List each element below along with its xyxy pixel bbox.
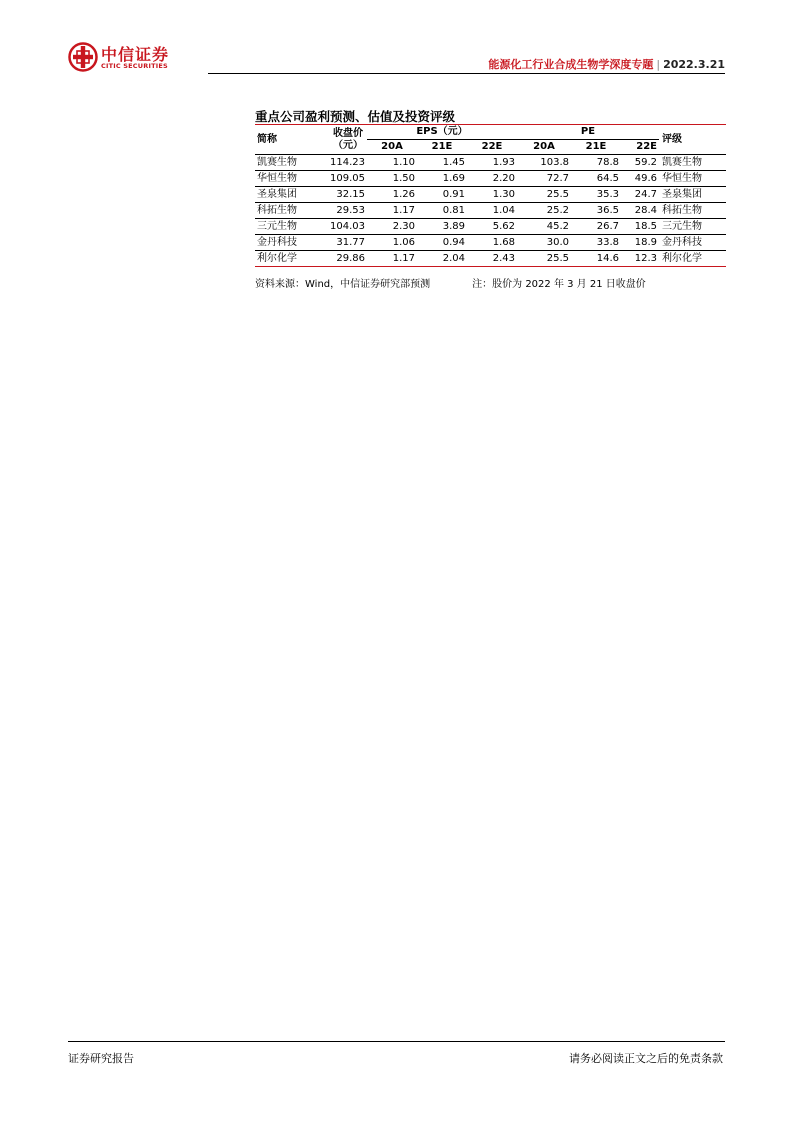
col-header-pe-20a: 20A bbox=[517, 140, 571, 155]
cell-eps-20a: 1.06 bbox=[367, 235, 417, 251]
table-row bbox=[255, 203, 726, 219]
col-header-rating: 评级 bbox=[659, 125, 726, 155]
cell-pe-20a: 30.0 bbox=[517, 235, 571, 251]
cell-eps-20a: 1.50 bbox=[367, 171, 417, 187]
cell-pe-20a: 25.2 bbox=[517, 203, 571, 219]
cell-eps-20a: 1.17 bbox=[367, 251, 417, 267]
col-header-price bbox=[315, 125, 367, 155]
cell-price: 31.77 bbox=[315, 235, 367, 251]
cell-pe-21e: 33.8 bbox=[571, 235, 621, 251]
report-date: 2022.3.21 bbox=[663, 58, 725, 71]
table-row bbox=[255, 171, 726, 187]
cell-pe-22e: 24.7 bbox=[621, 187, 659, 203]
table-row bbox=[255, 235, 726, 251]
forecast-table-container bbox=[255, 124, 726, 267]
logo-chinese-name: 中信证券 bbox=[101, 45, 170, 64]
cell-pe-21e: 78.8 bbox=[571, 155, 621, 171]
cell-eps-20a: 2.30 bbox=[367, 219, 417, 235]
col-header-pe-21e: 21E bbox=[571, 140, 621, 155]
cell-rating: 金丹科技 bbox=[659, 235, 726, 251]
cell-name: 科拓生物 bbox=[255, 203, 315, 219]
col-header-eps-22e: 22E bbox=[467, 140, 517, 155]
header-rule bbox=[208, 73, 725, 74]
cell-eps-21e: 0.91 bbox=[417, 187, 467, 203]
cell-eps-21e: 2.04 bbox=[417, 251, 467, 267]
cell-price: 109.05 bbox=[315, 171, 367, 187]
cell-eps-20a: 1.26 bbox=[367, 187, 417, 203]
cell-rating: 凯赛生物 bbox=[659, 155, 726, 171]
cell-pe-22e: 12.3 bbox=[621, 251, 659, 267]
table-title: 重点公司盈利预测、估值及投资评级 bbox=[255, 109, 456, 124]
table-row bbox=[255, 219, 726, 235]
col-header-price-line2: （元） bbox=[333, 139, 363, 151]
col-header-name: 简称 bbox=[255, 125, 315, 155]
cell-eps-20a: 1.17 bbox=[367, 203, 417, 219]
cell-eps-22e: 1.30 bbox=[467, 187, 517, 203]
cell-pe-21e: 64.5 bbox=[571, 171, 621, 187]
cell-rating: 利尔化学 bbox=[659, 251, 726, 267]
cell-rating: 华恒生物 bbox=[659, 171, 726, 187]
cell-eps-21e: 0.94 bbox=[417, 235, 467, 251]
footer-rule bbox=[68, 1041, 725, 1042]
cell-price: 104.03 bbox=[315, 219, 367, 235]
cell-pe-22e: 18.9 bbox=[621, 235, 659, 251]
cell-name: 圣泉集团 bbox=[255, 187, 315, 203]
cell-eps-21e: 3.89 bbox=[417, 219, 467, 235]
logo-english-name: CITIC SECURITIES bbox=[101, 62, 168, 70]
col-header-pe: PE bbox=[517, 125, 659, 140]
table-note: 注：股价为 2022 年 3 月 21 日收盘价 bbox=[472, 279, 646, 290]
citic-logo-icon bbox=[68, 42, 98, 72]
table-source: 资料来源：Wind，中信证券研究部预测 bbox=[255, 279, 431, 290]
cell-price: 114.23 bbox=[315, 155, 367, 171]
header-separator: | bbox=[656, 58, 661, 71]
table-row bbox=[255, 251, 726, 267]
cell-eps-21e: 0.81 bbox=[417, 203, 467, 219]
cell-eps-22e: 2.43 bbox=[467, 251, 517, 267]
cell-pe-20a: 25.5 bbox=[517, 187, 571, 203]
cell-eps-22e: 1.68 bbox=[467, 235, 517, 251]
cell-eps-21e: 1.69 bbox=[417, 171, 467, 187]
cell-eps-22e: 1.93 bbox=[467, 155, 517, 171]
table-row bbox=[255, 187, 726, 203]
cell-pe-22e: 28.4 bbox=[621, 203, 659, 219]
col-header-price-line1: 收盘价 bbox=[333, 127, 363, 139]
cell-pe-22e: 18.5 bbox=[621, 219, 659, 235]
cell-price: 29.53 bbox=[315, 203, 367, 219]
cell-rating: 科拓生物 bbox=[659, 203, 726, 219]
report-header bbox=[488, 56, 725, 72]
col-header-pe-22e: 22E bbox=[621, 140, 659, 155]
cell-price: 32.15 bbox=[315, 187, 367, 203]
cell-pe-20a: 25.5 bbox=[517, 251, 571, 267]
cell-pe-21e: 26.7 bbox=[571, 219, 621, 235]
cell-name: 凯赛生物 bbox=[255, 155, 315, 171]
cell-eps-22e: 5.62 bbox=[467, 219, 517, 235]
cell-pe-21e: 36.5 bbox=[571, 203, 621, 219]
cell-rating: 圣泉集团 bbox=[659, 187, 726, 203]
cell-name: 华恒生物 bbox=[255, 171, 315, 187]
footer-report-type: 证券研究报告 bbox=[68, 1052, 134, 1065]
table-footnote bbox=[255, 275, 646, 290]
cell-pe-21e: 14.6 bbox=[571, 251, 621, 267]
cell-eps-22e: 1.04 bbox=[467, 203, 517, 219]
cell-pe-20a: 103.8 bbox=[517, 155, 571, 171]
cell-rating: 三元生物 bbox=[659, 219, 726, 235]
cell-pe-21e: 35.3 bbox=[571, 187, 621, 203]
cell-name: 金丹科技 bbox=[255, 235, 315, 251]
col-header-eps-21e: 21E bbox=[417, 140, 467, 155]
table-row bbox=[255, 155, 726, 171]
cell-pe-22e: 49.6 bbox=[621, 171, 659, 187]
cell-eps-21e: 1.45 bbox=[417, 155, 467, 171]
cell-name: 利尔化学 bbox=[255, 251, 315, 267]
cell-eps-22e: 2.20 bbox=[467, 171, 517, 187]
cell-pe-20a: 45.2 bbox=[517, 219, 571, 235]
col-header-eps: EPS（元） bbox=[367, 125, 517, 140]
report-title: 能源化工行业合成生物学深度专题 bbox=[488, 58, 654, 71]
col-header-eps-20a: 20A bbox=[367, 140, 417, 155]
cell-name: 三元生物 bbox=[255, 219, 315, 235]
cell-pe-20a: 72.7 bbox=[517, 171, 571, 187]
cell-eps-20a: 1.10 bbox=[367, 155, 417, 171]
cell-pe-22e: 59.2 bbox=[621, 155, 659, 171]
cell-price: 29.86 bbox=[315, 251, 367, 267]
footer-disclaimer: 请务必阅读正文之后的免责条款 bbox=[569, 1052, 723, 1065]
citic-logo bbox=[68, 40, 188, 76]
forecast-table bbox=[255, 124, 726, 267]
